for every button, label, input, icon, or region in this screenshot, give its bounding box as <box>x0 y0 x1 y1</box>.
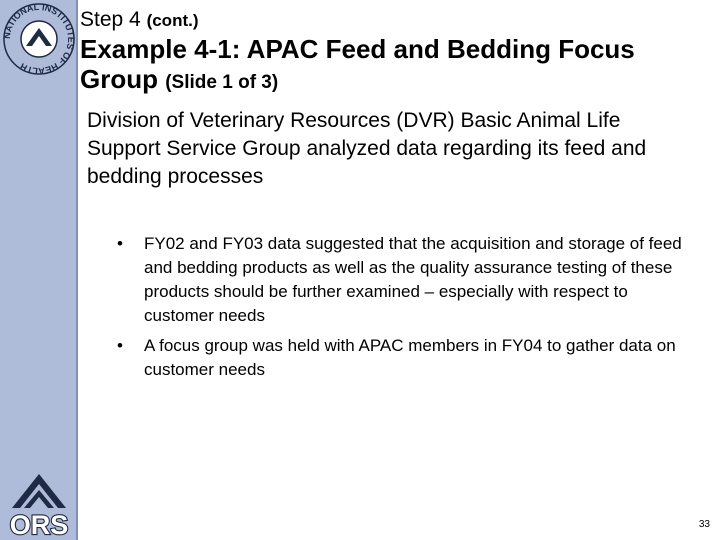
slide-title <box>80 34 710 98</box>
bullet-item <box>117 232 687 328</box>
svg-text:NATIONAL INSTITUTES OF HEALTH: NATIONAL INSTITUTES OF HEALTH <box>2 2 76 76</box>
slide-title-suffix: (Slide 1 of 3) <box>165 72 279 93</box>
ors-logo <box>6 468 72 538</box>
bullet-text: FY02 and FY03 data suggested that the acquisition and storage of feed and bedding products as well as the quality assurance testing of these products should be further examined – especially with respect to customer needs <box>144 234 682 325</box>
step-label: Step 4 <box>80 8 141 31</box>
step-heading <box>80 8 199 32</box>
slide-title-main: Example 4-1: APAC Feed and Bedding Focus Group <box>80 34 635 94</box>
bullet-text: A focus group was held with APAC members in FY04 to gather data on customer needs <box>144 336 676 379</box>
bullet-marker: • <box>117 336 123 355</box>
sidebar-edge <box>76 0 78 540</box>
step-suffix: (cont.) <box>146 11 199 30</box>
bullet-item <box>117 334 687 382</box>
svg-text:ORS: ORS <box>9 510 69 538</box>
bullet-list <box>117 232 687 388</box>
page-number: 33 <box>698 519 710 530</box>
intro-paragraph: Division of Veterinary Resources (DVR) Basic Animal Life Support Service Group analyzed data regarding its feed and bedding processes <box>87 109 647 188</box>
nih-seal-logo <box>2 2 76 76</box>
bullet-marker: • <box>117 234 123 253</box>
sidebar <box>0 0 76 540</box>
